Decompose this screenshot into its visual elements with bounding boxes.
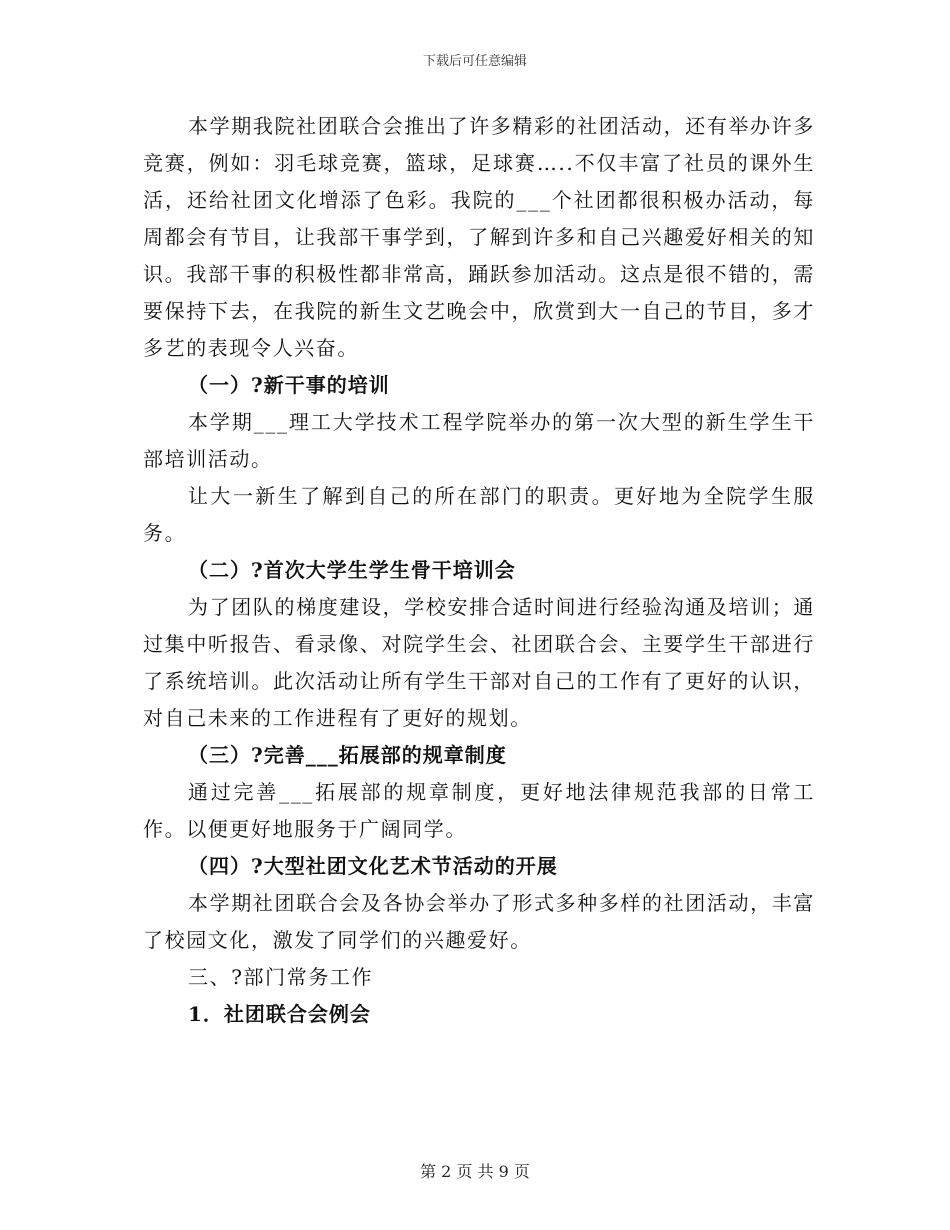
heading-new-staff-training: （一）?新干事的培训 bbox=[188, 373, 390, 397]
paragraph-team-building: 为了团队的梯度建设，学校安排合适时间进行经验沟通及培训；通过集中听报告、看录像、对院学生会、社团联合会、主要学生干部进行了系统培训。此次活动让所有学生干部对自己的工作有了更好的认识，对自己未来的工作进程有了更好的规划。 bbox=[143, 595, 815, 730]
heading-rules-system: （三）?完善___拓展部的规章制度 bbox=[188, 743, 507, 767]
heading-routine-work: 三、?部门常务工作 bbox=[188, 965, 374, 989]
page-header-note: 下载后可任意编辑 bbox=[422, 54, 527, 69]
heading-regular-meeting: 1．社团联合会例会 bbox=[188, 1002, 371, 1026]
page-number: 第 2 页 共 9 页 bbox=[420, 1162, 530, 1181]
heading-backbone-training: （二）?首次大学生学生骨干培训会 bbox=[188, 558, 516, 582]
document-body bbox=[143, 108, 815, 1033]
paragraph-cadre-training: 本学期___理工大学技术工程学院举办的第一次大型的新生学生干部培训活动。 bbox=[143, 410, 815, 471]
heading-culture-festival: （四）?大型社团文化艺术节活动的开展 bbox=[188, 854, 558, 878]
paragraph-festival-activities: 本学期社团联合会及各协会举办了形式多种多样的社团活动，丰富了校园文化，激发了同学们的兴趣爱好。 bbox=[143, 891, 815, 952]
paragraph-club-activities: 本学期我院社团联合会推出了许多精彩的社团活动，还有举办许多竞赛，例如：羽毛球竞赛，篮球，足球赛…..不仅丰富了社员的课外生活，还给社团文化增添了色彩。我院的___个社团都很积极办活动，每周都会有节目，让我部干事学到，了解到许多和自己兴趣爱好相关的知识。我部干事的积极性都非常高，踊跃参加活动。这点是很不错的，需要保持下去，在我院的新生文艺晚会中，欣赏到大一自己的节目，多才多艺的表现令人兴奋。 bbox=[143, 114, 815, 360]
paragraph-freshman-duties: 让大一新生了解到自己的所在部门的职责。更好地为全院学生服务。 bbox=[143, 484, 815, 545]
paragraph-rules-improvement: 通过完善___拓展部的规章制度，更好地法律规范我部的日常工作。以便更好地服务于广阔同学。 bbox=[143, 780, 815, 841]
